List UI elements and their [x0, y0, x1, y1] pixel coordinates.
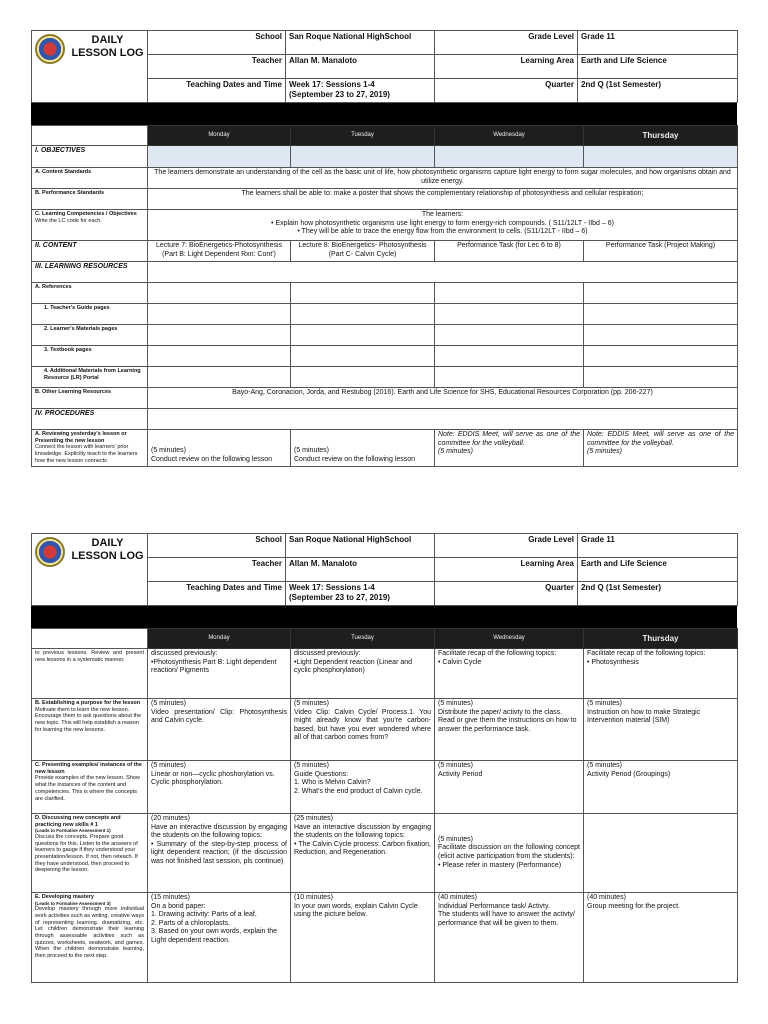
discuss-tuesday: (25 minutes) Have an interactive discussion by engaging the students on the following topics: • The Calvin Cycle process: Carbon fixation, Reduction, and Regeneration. [291, 814, 435, 893]
area-label: Learning Area [435, 558, 578, 582]
competency-2: They will be able to trace the energy flow from the environment to cells. (S11/12LT - IIbd – 6) [301, 228, 588, 236]
competencies-intro: The learners: [421, 211, 464, 218]
school-label: School [148, 31, 286, 55]
performance-standards-label: B. Performance Standards [32, 189, 148, 210]
quarter-value: 2nd Q (1st Semester) [578, 79, 738, 103]
quarter-label: Quarter [435, 79, 578, 103]
grade-label: Grade Level [435, 31, 578, 55]
day-thursday: Thursday [584, 126, 738, 146]
school-value: San Roque National HighSchool [286, 31, 435, 55]
examples-monday: (5 minutes) Linear or non—cyclic phoshorylation vs. Cyclic phosphorylation. [148, 761, 291, 814]
cont-monday: discussed previously: •Photosynthesis Part B: Light dependent reaction/ Pigments [148, 649, 291, 699]
discuss-sub: Discuss the concepts. Prepare good questions for this. Listen to the answers of learners to gauge if they understood your presentation/lesson. If not, then reteach. If they have understood, then proceed to deepening the lesson. [35, 833, 138, 874]
examples-thursday: (5 minutes) Activity Period (Groupings) [584, 761, 738, 814]
examples-wednesday: (5 minutes) Activity Period [435, 761, 584, 814]
day-monday: Monday [148, 629, 291, 649]
document-title [71, 34, 144, 59]
content-thursday: Performance Task (Project Making) [584, 241, 738, 262]
review-wednesday: Note: EDDIS Meet, will serve as one of the committee for the volleyball. (5 minutes) [435, 430, 584, 467]
tb-label: 3. Textbook pages [32, 346, 148, 367]
area-value: Earth and Life Science [578, 558, 738, 582]
day-thursday: Thursday [584, 629, 738, 649]
grade-label: Grade Level [435, 534, 578, 558]
dates-line-2: (September 23 to 27, 2019) [289, 592, 390, 602]
discuss-label-cell [32, 814, 148, 893]
content-monday: Lecture 7: BioEnergetics-Photosynthesis (Part B: Light Dependent Rxn: Cont') [148, 241, 291, 262]
review-monday: (5 minutes) Conduct review on the following lesson [148, 430, 291, 467]
dates-value [286, 582, 435, 606]
cont-tuesday: discussed previously: •Light Dependent reaction (Linear and cyclic phosphorylation) [291, 649, 435, 699]
teacher-value: Allan M. Manaloto [286, 55, 435, 79]
examples-sub: Provide examples of the new lesson. Show what the instances of the content and competencies. This is where the concepts are clarified. [35, 775, 140, 802]
review-continued-label: to previous lessons. Review and present new lessons in a systematic manner. [32, 649, 148, 699]
school-value: San Roque National HighSchool [286, 534, 435, 558]
day-header-row [32, 629, 738, 649]
tg-label: 1. Teacher's Guide pages [32, 304, 148, 325]
discuss-monday: (20 minutes) Have an interactive discussion by engaging the students on the following topics: • Summary of the step-by-step process of light dependent reaction; (if the discussion was not finished last session, pls continue) [148, 814, 291, 893]
objectives-heading: I. OBJECTIVES [32, 146, 148, 168]
dates-value [286, 79, 435, 103]
purpose-thursday: (5 minutes) Instruction on how to make Strategic Intervention material (SIM) [584, 699, 738, 761]
dates-label: Teaching Dates and Time [148, 582, 286, 606]
competencies-sub: Write the LC code for each. [35, 217, 102, 224]
quarter-label: Quarter [435, 582, 578, 606]
purpose-label: B. Establishing a purpose for the lesson [35, 700, 141, 706]
grade-value: Grade 11 [578, 534, 738, 558]
grade-value: Grade 11 [578, 31, 738, 55]
header-table-2 [31, 533, 738, 606]
day-header-row [32, 126, 738, 146]
title-line-2: LESSON LOG [71, 549, 144, 562]
document-title-2 [71, 537, 144, 562]
resources-heading: III. LEARNING RESOURCES [32, 262, 148, 283]
blank-corner [32, 126, 148, 146]
lesson-log-page-1 [31, 30, 737, 467]
competencies-label-cell [32, 210, 148, 241]
mastery-label-cell [32, 893, 148, 983]
competencies-text: The learners: • Explain how photosynthetic organisms use light energy to form energy-rich compounds. ( S11/12LT - IIbd – 6) • They will be able to trace the energy flow from the environment to cells. (S11/12LT - IIbd – 6) [148, 210, 738, 241]
content-standards-label: A. Content Standards [32, 168, 148, 189]
other-resources-label: B. Other Learning Resources [32, 388, 148, 409]
day-wednesday: Wednesday [435, 629, 584, 649]
deped-seal-icon [35, 537, 65, 567]
review-label: A. Reviewing yesterday's lesson or Presenting the new lesson [35, 431, 127, 444]
area-value: Earth and Life Science [578, 55, 738, 79]
examples-label: C. Presenting examples/ instances of the new lesson [35, 762, 142, 775]
lesson-table-page-2 [31, 628, 738, 983]
discuss-tag: (Leads to Formative Assessment 1) [35, 828, 111, 834]
lesson-log-page-2 [31, 533, 737, 983]
examples-label-cell [32, 761, 148, 814]
review-label-cell [32, 430, 148, 467]
mastery-label: E. Developing mastery [35, 894, 94, 900]
title-line-1: DAILY [91, 34, 124, 46]
day-tuesday: Tuesday [291, 126, 435, 146]
mastery-monday: (15 minutes) On a bond paper: 1. Drawing activity: Parts of a leaf. 2. Parts of a chloroplasts. 3. Based on your own words, explain the Light dependent reaction. [148, 893, 291, 983]
day-monday: Monday [148, 126, 291, 146]
quarter-value: 2nd Q (1st Semester) [578, 582, 738, 606]
content-standards-text: The learners demonstrate an understanding of the cell as the basic unit of life, how photosynthetic organisms capture light energy to form sugar molecules, and how organisms obtain and utilize energy. [148, 168, 738, 189]
review-tuesday: (5 minutes) Conduct review on the following lesson [291, 430, 435, 467]
header-table [31, 30, 738, 103]
dates-line-2: (September 23 to 27, 2019) [289, 89, 390, 99]
purpose-monday: (5 minutes) Video presentation/ Clip: Photosynthesis and Calvin cycle. [148, 699, 291, 761]
mastery-tag: (Leads to Formative Assessment 3) [35, 900, 111, 906]
purpose-sub: Motivate them to learn the new lesson. Encourage them to ask questions about the new topic. This will help establish a reason for learning the new lessons. [35, 706, 142, 733]
teacher-label: Teacher [148, 55, 286, 79]
content-wednesday: Performance Task (for Lec 6 to 8) [435, 241, 584, 262]
mastery-thursday: (40 minutes) Group meeting for the project. [584, 893, 738, 983]
mastery-tuesday: (10 minutes) In your own words, explain Calvin Cycle using the picture below. [291, 893, 435, 983]
dates-line-1: Week 17: Sessions 1-4 [289, 583, 375, 592]
blank-corner [32, 629, 148, 649]
content-heading: II. CONTENT [32, 241, 148, 262]
logo-cell [32, 31, 148, 103]
teacher-label: Teacher [148, 558, 286, 582]
teacher-value: Allan M. Manaloto [286, 558, 435, 582]
lr-label: 4. Additional Materials from Learning Resource (LR) Portal [32, 367, 148, 388]
mastery-sub: Develop mastery through more individual work activities such as writing, creative ways of representing learning, dramatizing, etc. Let children demonstrate their learning through assessable activities such as quizzes, worksheets, seatwork, and games. When the children demonstrate learning, then proceed to the next step. [35, 906, 144, 960]
examples-tuesday: (5 minutes) Guide Questions: 1. Who is Melvin Calvin? 2. What's the end product of Calvin cycle. [291, 761, 435, 814]
cont-wednesday: Facilitate recap of the following topics: • Calvin Cycle [435, 649, 584, 699]
area-label: Learning Area [435, 55, 578, 79]
mastery-wednesday: (40 minutes) Individual Performance task/ Activty. The students will have to answer the activty/ performance that will be given to them. [435, 893, 584, 983]
lm-label: 2. Learner's Materials pages [32, 325, 148, 346]
content-tuesday: Lecture 8: BioEnergetics- Photosynthesis (Part C- Calvin Cycle) [291, 241, 435, 262]
title-line-2: LESSON LOG [71, 46, 144, 59]
cont-thursday: Facilitate recap of the following topics: • Photosynthesis [584, 649, 738, 699]
competencies-label: C. Learning Competencies / Objectives [35, 211, 137, 217]
deped-seal-icon [35, 34, 65, 64]
discuss-label: D. Discussing new concepts and practicing new skills # 1 [35, 815, 121, 828]
logo-cell-2 [32, 534, 148, 606]
purpose-tuesday: (5 minutes) Video Clip: Calvin Cycle/ Process.1. You might already know that you're carbon-based, but have you ever wondered where all of that carbon comes from? [291, 699, 435, 761]
black-bar [31, 103, 737, 125]
purpose-label-cell [32, 699, 148, 761]
dates-line-1: Week 17: Sessions 1-4 [289, 80, 375, 89]
school-label: School [148, 534, 286, 558]
title-line-1: DAILY [91, 537, 124, 549]
review-sub: Connect the lesson with learners' prior knowledge. Explicitly teach to the learners how the new lesson connects [35, 444, 138, 464]
references-label: A. References [32, 283, 148, 304]
black-bar [31, 606, 737, 628]
day-wednesday: Wednesday [435, 126, 584, 146]
lesson-table-page-1 [31, 125, 738, 467]
procedures-heading: IV. PROCEDURES [32, 409, 148, 430]
dates-label: Teaching Dates and Time [148, 79, 286, 103]
competency-1: Explain how photosynthetic organisms use light energy to form energy-rich compounds. ( S11/12LT - IIbd – 6) [275, 219, 614, 227]
performance-standards-text: The learners shall be able to: make a poster that shows the complementary relationship of photosynthesis and cellular respiration; [148, 189, 738, 210]
discuss-thursday [584, 814, 738, 893]
other-resources-text: Bayo-Ang, Coronacion, Jorda, and Restubog (2016). Earth and Life Science for SHS, Educational Resources Corporation (pp. 206-227) [148, 388, 738, 409]
review-thursday: Note: EDDIS Meet, will serve as one of the committee for the volleyball. (5 minutes) [584, 430, 738, 467]
discuss-wednesday: (5 minutes) Facilitate discussion on the following concept (elicit active participation from the students): • Please refer in mastery (Performance) [435, 814, 584, 893]
day-tuesday: Tuesday [291, 629, 435, 649]
purpose-wednesday: (5 minutes) Distribute the paper/ activty to the class. Read or give them the instructions on how to answer the performance task. [435, 699, 584, 761]
